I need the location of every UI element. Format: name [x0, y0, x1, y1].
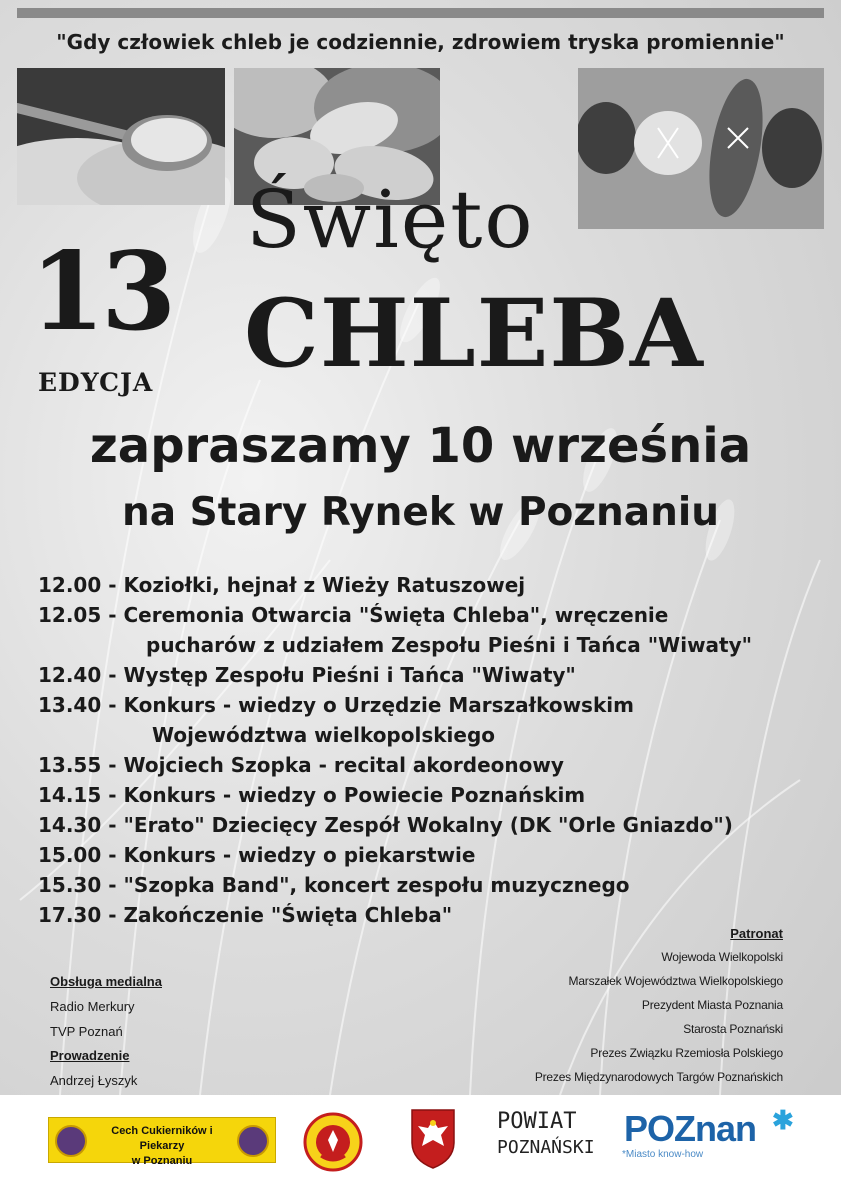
host-name: Andrzej Łyszyk: [50, 1073, 138, 1088]
schedule-item: 14.15 - Konkurs - wiedzy o Powiecie Poznańskim: [38, 783, 586, 807]
patron-item: Marszałek Województwa Wielkopolskiego: [568, 974, 783, 988]
poznan-wordmark: POZnan: [624, 1108, 757, 1149]
title-line-1: Święto: [246, 173, 535, 266]
schedule-list: [38, 570, 828, 930]
patronage-list: [535, 926, 783, 1089]
patron-item: Starosta Poznański: [683, 1022, 783, 1036]
patron-item: Wojewoda Wielkopolski: [661, 950, 783, 964]
edition-number: 13: [30, 229, 173, 355]
schedule-item: 13.55 - Wojciech Szopka - recital akordeonowy: [38, 753, 564, 777]
sponsor-footer: [0, 1095, 841, 1200]
schedule-item: 12.05 - Ceremonia Otwarcia "Święta Chleba", wręczenie: [38, 603, 669, 627]
schedule-item: 12.00 - Koziołki, hejnał z Wieży Ratuszowej: [38, 573, 526, 597]
schedule-item: 15.30 - "Szopka Band", koncert zespołu muzycznego: [38, 873, 630, 897]
cech-line-2: w Poznaniu: [131, 1155, 193, 1167]
cech-line-1: Cech Cukierników i Piekarzy: [111, 1125, 213, 1152]
edition-label: EDYCJA: [38, 368, 154, 397]
invite-place: na Stary Rynek w Poznaniu: [121, 490, 720, 535]
schedule-item: 14.30 - "Erato" Dziecięcy Zespół Wokalny (DK "Orle Gniazdo"): [38, 813, 733, 837]
patronage-heading: Patronat: [730, 926, 783, 941]
guild-emblem-icon: [237, 1125, 269, 1157]
patron-item: Prezes Międzynarodowych Targów Poznańskich: [534, 1070, 783, 1084]
media-heading: Obsługa medialna: [50, 974, 162, 989]
invite-date: zapraszamy 10 września: [89, 418, 752, 474]
patron-item: Prezes Związku Rzemiosła Polskiego: [590, 1046, 783, 1060]
media-item: TVP Poznań: [50, 1024, 123, 1039]
powiat-line-1: POWIAT: [497, 1109, 577, 1134]
schedule-item: 13.40 - Konkurs - wiedzy o Urzędzie Marszałkowskim: [38, 693, 634, 717]
guild-emblem-icon: [55, 1125, 87, 1157]
top-bar: [17, 8, 824, 18]
bread-loaves-photo: [578, 68, 824, 229]
bakers-seal-icon: [303, 1112, 363, 1172]
powiat-logo: [497, 1109, 595, 1161]
media-item: Radio Merkury: [50, 999, 135, 1014]
asterisk-icon: ✱: [772, 1105, 794, 1135]
motto-quote: "Gdy człowiek chleb je codziennie, zdrowiem tryska promiennie": [56, 30, 785, 54]
schedule-item-continued: Województwa wielkopolskiego: [152, 723, 496, 747]
title-line-2: CHLEBA: [244, 279, 704, 389]
cech-logo: [48, 1117, 276, 1167]
poznan-tagline: *Miasto know-how: [622, 1149, 704, 1160]
schedule-item-continued: pucharów z udziałem Zespołu Pieśni i Tańca "Wiwaty": [146, 633, 753, 657]
host-heading: Prowadzenie: [50, 1048, 130, 1063]
cech-logo-text: [93, 1124, 231, 1169]
media-and-host: [50, 970, 162, 1093]
eagle-shield-icon: [410, 1108, 456, 1170]
flour-spoon-photo: [17, 68, 225, 205]
powiat-line-2: POZNAŃSKI: [497, 1137, 595, 1158]
patron-item: Prezydent Miasta Poznania: [641, 998, 783, 1012]
schedule-item: 17.30 - Zakończenie "Święta Chleba": [38, 903, 453, 927]
poznan-logo: [622, 1105, 794, 1160]
schedule-item: 12.40 - Występ Zespołu Pieśni i Tańca "Wiwaty": [38, 663, 576, 687]
schedule-item: 15.00 - Konkurs - wiedzy o piekarstwie: [38, 843, 476, 867]
